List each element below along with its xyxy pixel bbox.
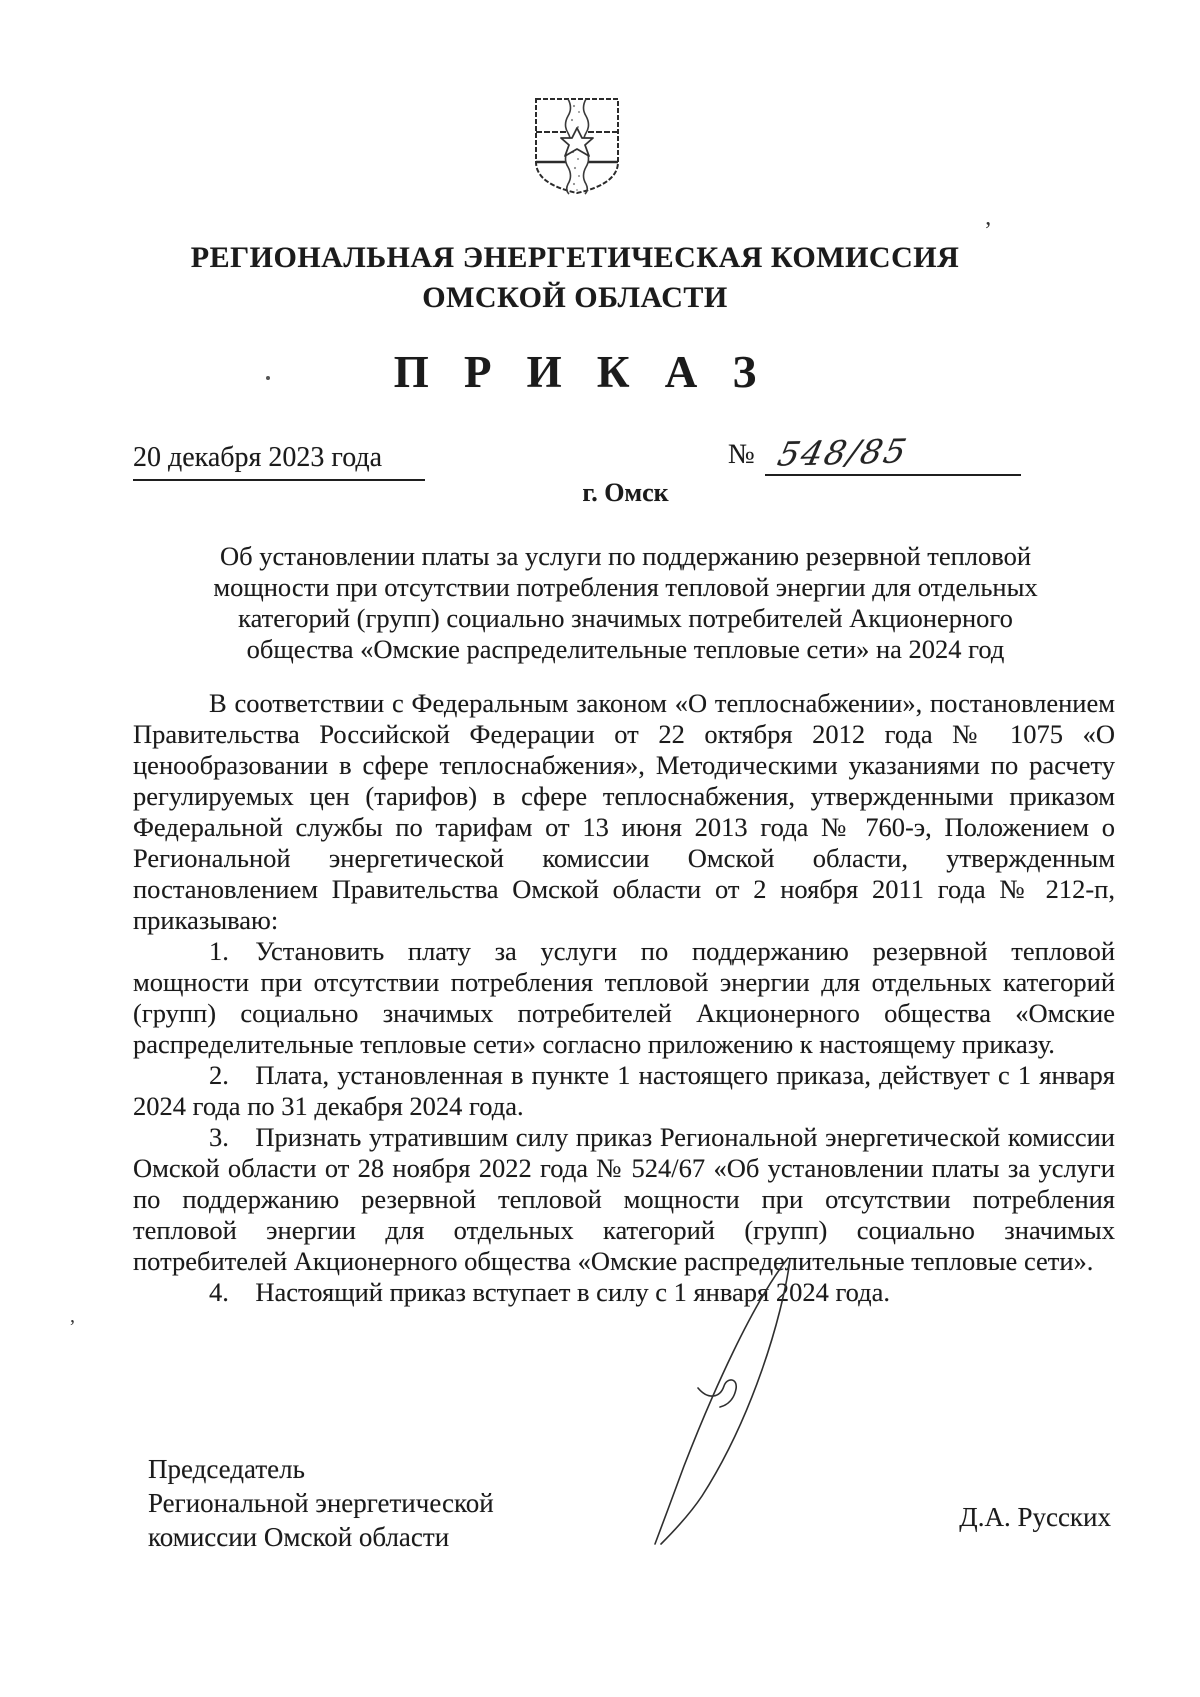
scan-artifact-apostrophe: ’ <box>984 218 992 244</box>
number-sign-label: № <box>728 439 755 470</box>
document-number <box>728 431 1021 476</box>
scan-artifact-dot <box>266 376 270 380</box>
paragraph-preamble: В соответствии с Федеральным законом «О теплоснабжении», постановлением Правительства Российской Федерации от 22 октября 2012 года № 1075 «О ценообразовании в сфере теплоснабжения», Методическими указаниями по расчету регулируемых цен (тарифов) в сфере теплоснабжения, утвержденными приказом Федеральной службы по тарифам от 13 июня 2013 года № 760-э, Положением о Региональной энергетической комиссии Омской области, утвержденным постановлением Правительства Омской области от 2 ноября 2011 года № 212-п, приказываю: <box>133 688 1115 935</box>
document-body <box>133 688 1115 1308</box>
paragraph-point-4: 4. Настоящий приказ вступает в силу с 1 января 2024 года. <box>209 1277 891 1307</box>
paragraph-point-1: 1. Установить плату за услуги по поддержанию резервной тепловой мощности при отсутствии потребления тепловой энергии для отдельных категорий (групп) социально значимых потребителей Акционерного общества «Омские распределительные тепловые сети» согласно приложению к настоящему приказу. <box>133 936 1115 1059</box>
document-subject: Об установлении платы за услуги по поддержанию резервной тепловой мощности при отсутствии потребления тепловой энергии для отдельных категорий (групп) социально значимых потребителей Акционерного общества «Омские распределительные тепловые сети» на 2024 год <box>213 541 1038 664</box>
organization-name <box>135 238 1015 318</box>
city-label: г. Омск <box>582 478 669 507</box>
coat-of-arms-icon <box>531 96 623 197</box>
document-date-text: 20 декабря 2023 года <box>133 442 425 481</box>
paragraph-point-3: 3. Признать утратившим силу приказ Региональной энергетической комиссии Омской области от 28 ноября 2022 года № 524/67 «Об установлении платы за услуги по поддержанию резервной тепловой мощности при отсутствии потребления тепловой энергии для отдельных категорий (групп) социально значимых потребителей Акционерного общества «Омские распределительные тепловые сети». <box>133 1122 1115 1276</box>
document-type-title: П Р И К А З <box>393 347 769 397</box>
handwritten-document-number: 548/85 <box>773 431 912 474</box>
signer-name: Д.А. Русских <box>959 1502 1111 1532</box>
signer-position-line3: комиссии Омской области <box>148 1522 450 1552</box>
signer-position-line2: Региональной энергетической <box>148 1488 494 1518</box>
scan-artifact-comma: , <box>70 1305 75 1327</box>
org-name-line2: ОМСКОЙ ОБЛАСТИ <box>422 281 728 314</box>
org-name-line1: РЕГИОНАЛЬНАЯ ЭНЕРГЕТИЧЕСКАЯ КОМИССИЯ <box>190 241 960 274</box>
document-date <box>133 442 425 481</box>
paragraph-point-2: 2. Плата, установленная в пункте 1 настоящего приказа, действует с 1 января 2024 года по 31 декабря 2024 года. <box>133 1060 1115 1121</box>
signer-position-line1: Председатель <box>148 1454 305 1484</box>
